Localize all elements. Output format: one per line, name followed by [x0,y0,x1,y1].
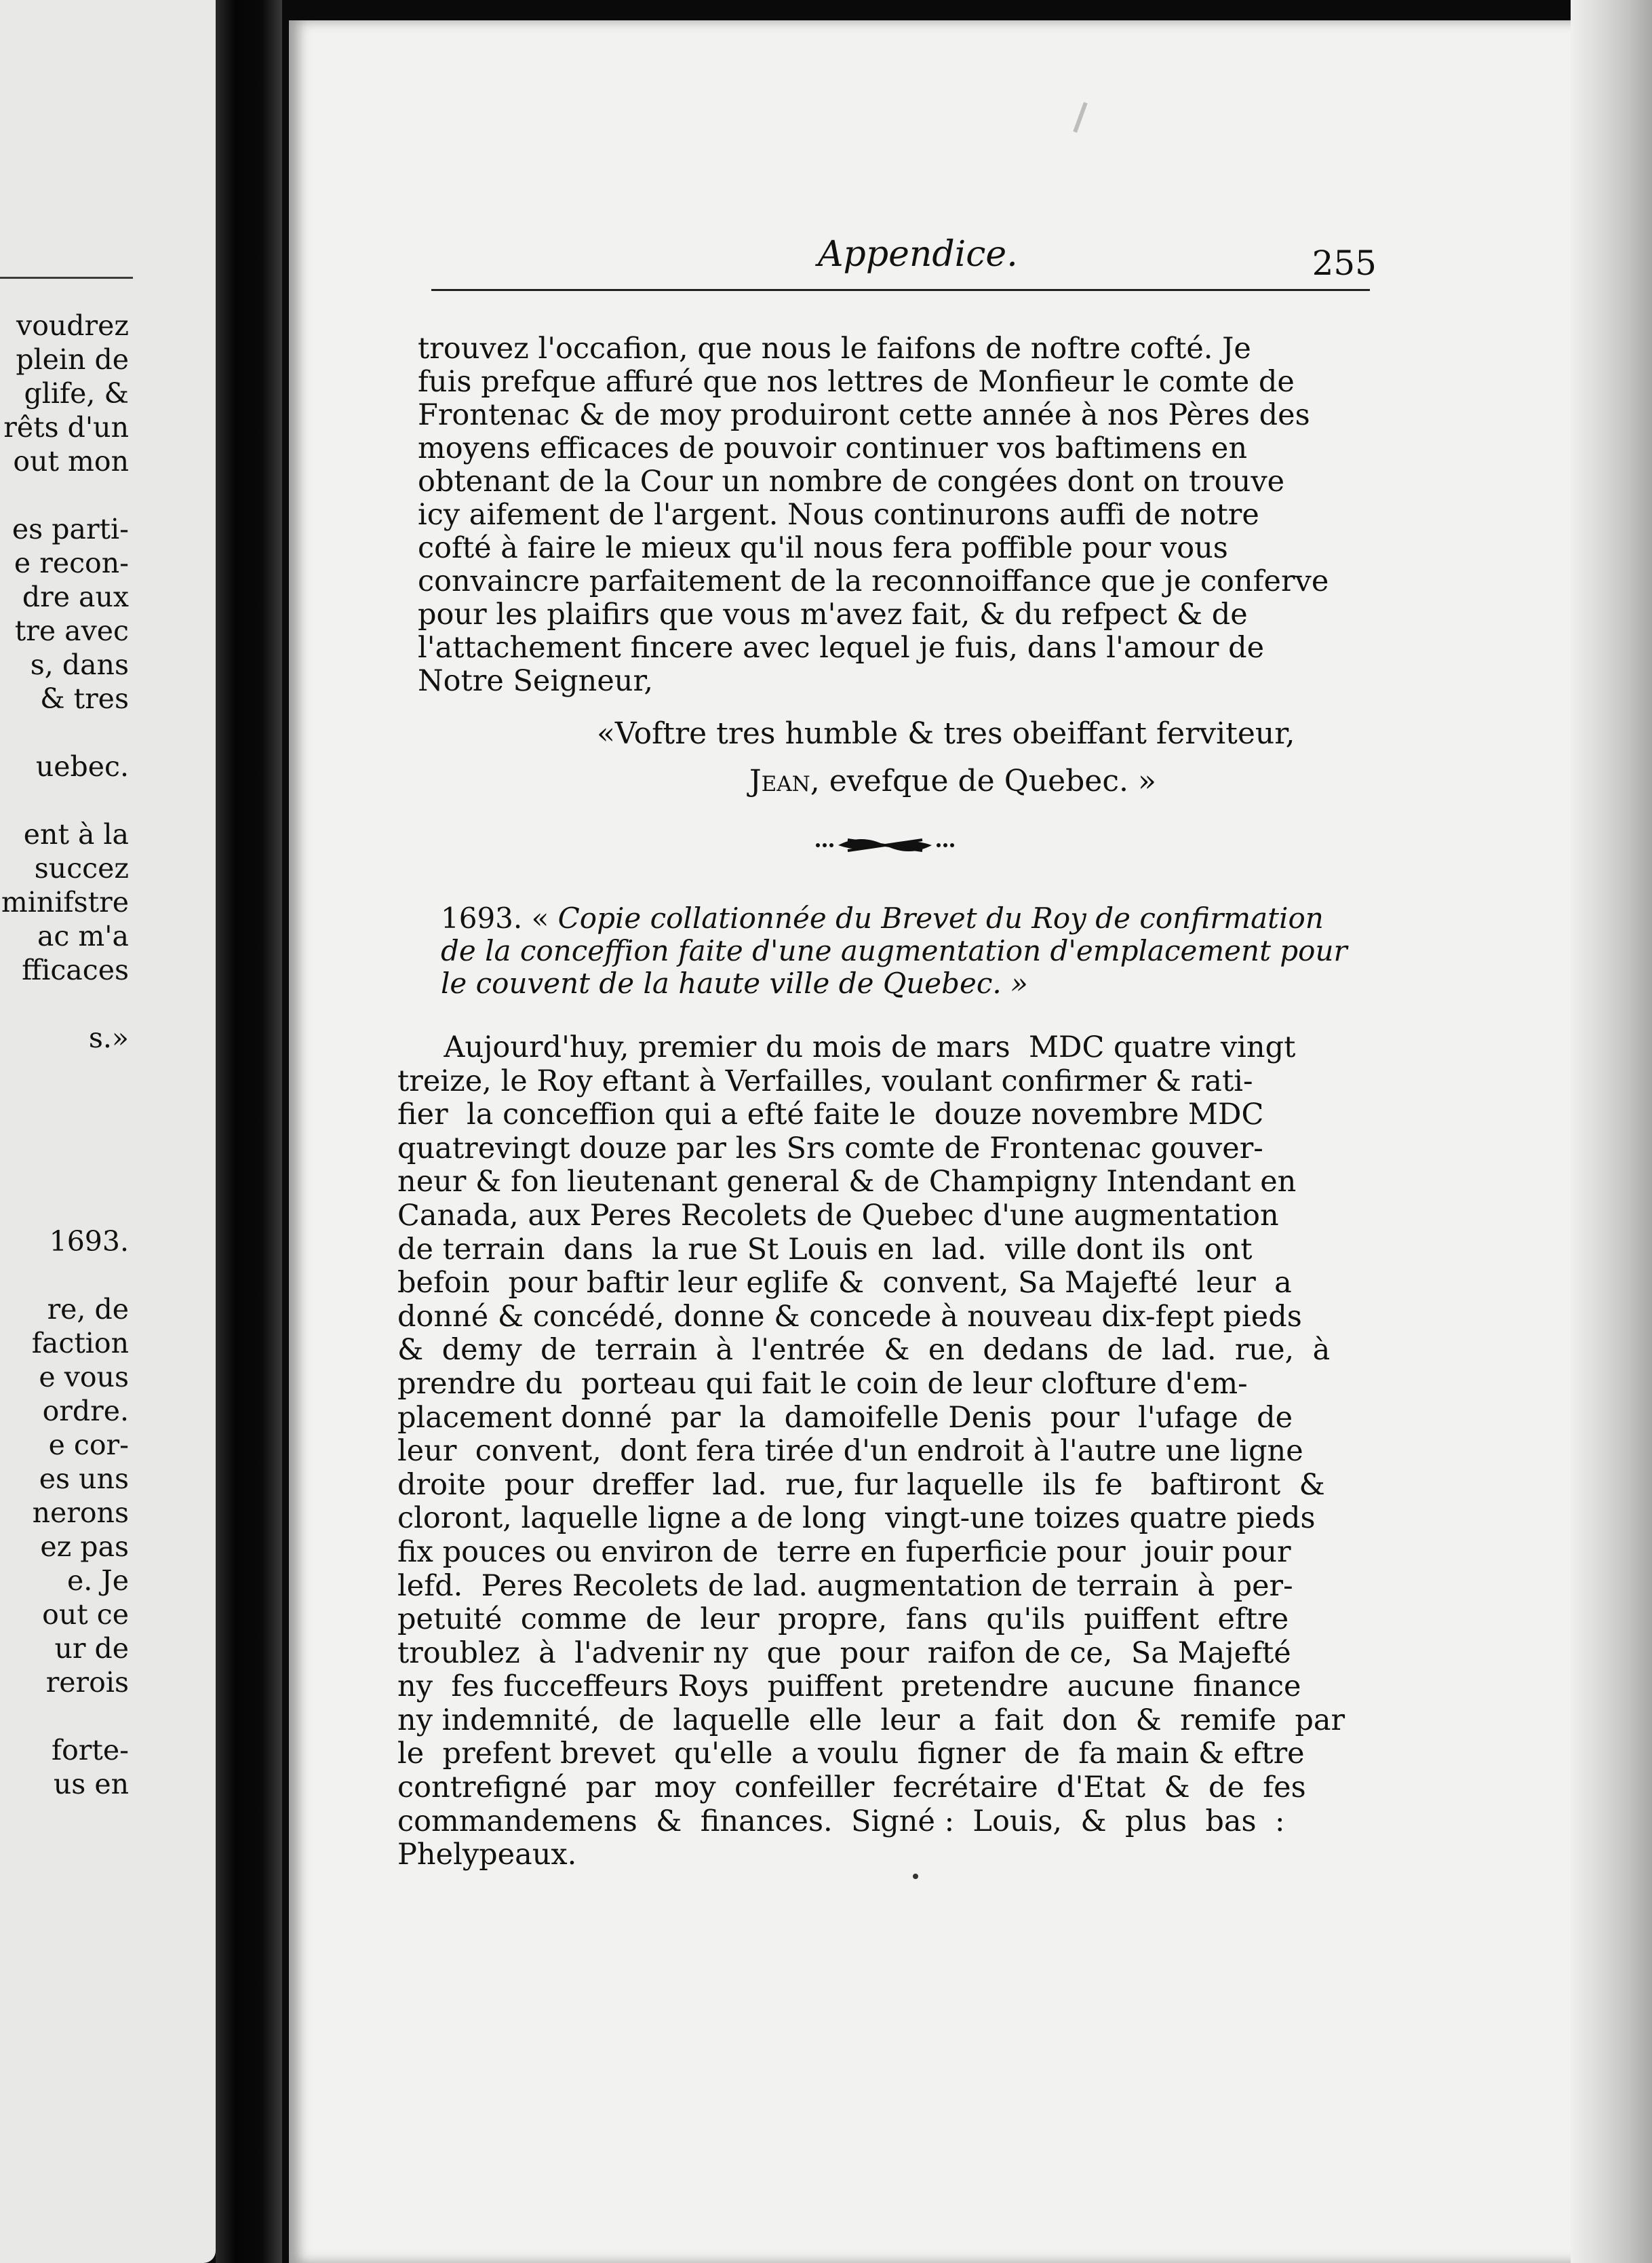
brevet-line: de terrain dans la rue St Louis en lad. ville dont ils ont [397,1232,1253,1266]
letter-line: icy aifement de l'argent. Nous continurons auffi de notre [418,498,1259,532]
facing-page-line [1,1123,129,1157]
brevet-line: leur convent, dont fera tirée d'un endroit à l'autre une ligne [397,1434,1303,1469]
facing-page-line [1,1089,129,1123]
brevet-line: lefd. Peres Recolets de lad. augmentation de terrain à per- [397,1568,1293,1603]
brevet-line: fix pouces ou environ de terre en fuperficie pour jouir pour [397,1534,1291,1569]
brevet-line: Aujourd'huy, premier du mois de mars MDC quatre vingt [397,1030,1296,1064]
brevet-line: & demy de terrain à l'entrée & en dedans de lad. rue, à [397,1333,1331,1368]
facing-page-line: es parti- [12,513,129,545]
entry-heading-text: Copie collationnée du Brevet du Roy de confirmation [549,902,1324,935]
entry-heading-line [441,902,1348,935]
brevet-line: fier la conceffion qui a efté faite le douze novembre MDC [397,1098,1264,1132]
facing-page-line: e recon- [14,547,129,579]
facing-page-left [0,0,216,2263]
book-gutter [216,0,282,2263]
entry-heading-line [441,935,1348,967]
facing-page-line: out mon [13,445,129,478]
letter-line: Frontenac & de moy produiront cette année à nos Pères des [418,398,1310,432]
brevet-line: placement donné par la damoifelle Denis pour l'ufage de [397,1400,1293,1435]
entry-heading-text: de la conceffion faite d'une augmentation d'emplacement pour [441,934,1348,967]
facing-page-text [1,309,129,1801]
facing-page-line: nerons [32,1496,129,1529]
facing-page-line: forte- [51,1734,129,1766]
running-title: Appendice. [818,234,1018,275]
facing-page-line [1,1191,129,1224]
entry-heading-text: le couvent de la haute ville de Quebec. » [441,967,1028,1000]
ink-speck [913,1874,918,1879]
brevet-line: neur & fon lieutenant general & de Champigny Intendant en [397,1165,1297,1199]
facing-page-line: s, dans [30,649,129,681]
facing-page-line: 1693. [49,1225,129,1258]
brevet-line: ny fes fucceffeurs Roys puiffent pretendre aucune finance [397,1669,1301,1704]
ornament-divider [814,829,956,859]
facing-page-line [1,716,129,750]
letter-line: obtenant de la Cour un nombre de congées dont on trouve [418,465,1285,499]
facing-page-line: plein de [16,343,129,376]
facing-page-line [1,1699,129,1733]
facing-page-line: ent à la [23,818,129,851]
brevet-line: treize, le Roy eftant à Verfailles, voulant confirmer & rati- [397,1064,1253,1098]
facing-page-line: voudrez [16,309,129,342]
brevet-line: Phelypeaux. [397,1838,577,1872]
facing-page-line [1,1157,129,1191]
letter-line: trouvez l'occafion, que nous le faifons de noftre cofté. Je [418,332,1251,366]
brevet-line: donné & concédé, donne & concede à nouveau dix-fept pieds [397,1299,1302,1334]
facing-page-line: & tres [40,682,129,715]
facing-page-line: e. Je [66,1564,129,1597]
facing-page-line: uebec. [35,750,129,783]
brevet-line: ny indemnité, de laquelle elle leur a fait don & remife par [397,1703,1345,1737]
facing-page-line: e vous [39,1361,129,1393]
signature-name: Jean [749,764,810,798]
facing-page-line: ez pas [40,1530,129,1563]
facing-page-line: faction [31,1327,129,1359]
letter-line: moyens efficaces de pouvoir continuer vos baftimens en [418,431,1248,465]
facing-page-line: es uns [39,1463,129,1495]
facing-page-line: dre aux [22,581,129,613]
brevet-line: petuité comme de leur propre, fans qu'ils puiffent eftre [397,1602,1289,1637]
letter-line: l'attachement fincere avec lequel je fuis, dans l'amour de [418,631,1265,665]
letter-line: fuis prefque affuré que nos lettres de Monfieur le comte de [418,365,1295,399]
facing-page-line: re, de [47,1293,129,1326]
facing-page-header-rule [0,277,133,279]
facing-page-line: s.» [88,1022,129,1054]
facing-page-line [1,1055,129,1089]
letter-line: cofté à faire le mieux qu'il nous fera poffible pour vous [418,531,1228,565]
facing-page-line: ur de [54,1632,129,1665]
signature-title: , evefque de Quebec. » [810,764,1156,798]
facing-page-line: us en [53,1768,129,1800]
brevet-line: contrefigné par moy confeiller fecrétaire d'Etat & de fes [397,1771,1306,1805]
brevet-line: Canada, aux Peres Recolets de Quebec d'une augmentation [397,1198,1279,1233]
facing-page-line: fficaces [22,954,129,986]
letter-line: pour les plaifirs que vous m'avez fait, & du refpect & de [418,598,1248,632]
brevet-line: befoin pour baftir leur eglife & convent, Sa Majefté leur a [397,1266,1292,1300]
facing-page-line: rerois [45,1666,129,1699]
facing-page-line: e cor- [48,1429,129,1461]
brevet-line: droite pour dreffer lad. rue, fur laquelle ils fe baftiront & [397,1467,1325,1502]
letter-text [418,332,1329,698]
brevet-line: le prefent brevet qu'elle a voulu figner de fa main & eftre [397,1737,1305,1771]
entry-heading [441,902,1348,1000]
facing-page-line [1,987,129,1021]
brevet-line: quatrevingt douze par les Srs comte de Frontenac gouver- [397,1131,1263,1165]
facing-page-line: out ce [42,1598,129,1631]
facing-page-line: tre avec [14,615,129,647]
facing-page-line: rêts d'un [3,411,129,444]
brevet-text [397,1031,1345,1872]
facing-page-line: glife, & [24,377,129,410]
brevet-line: commandemens & finances. Signé : Louis, & plus bas : [397,1804,1285,1838]
page-header [414,227,1377,282]
page-number: 255 [1312,244,1377,283]
brevet-line: troublez à l'advenir ny que pour raifon de ce, Sa Majefté [397,1636,1291,1670]
facing-page-line: ac m'a [37,920,129,952]
facing-page-line: minifstre [1,886,129,918]
page-edges [1571,0,1652,2263]
letter-line: Notre Seigneur, [418,664,653,698]
brevet-line: prendre du porteau qui fait le coin de leur clofture d'em- [397,1366,1248,1401]
facing-page-line [1,784,129,817]
facing-page-line: ordre. [42,1395,129,1427]
signature [749,764,1156,798]
brevet-line: cloront, laquelle ligne a de long vingt-une toizes quatre pieds [397,1501,1316,1536]
facing-page-line [1,478,129,512]
letter-line: convaincre parfaitement de la reconnoiffance que je conferve [418,564,1329,598]
closing-formula: «Voftre tres humble & tres obeiffant ferviteur, [597,716,1295,751]
facing-page-line: succez [34,852,129,885]
facing-page-line [1,1258,129,1292]
entry-heading-line [441,967,1348,1000]
header-rule [431,289,1370,291]
entry-year: 1693. « [441,902,549,935]
